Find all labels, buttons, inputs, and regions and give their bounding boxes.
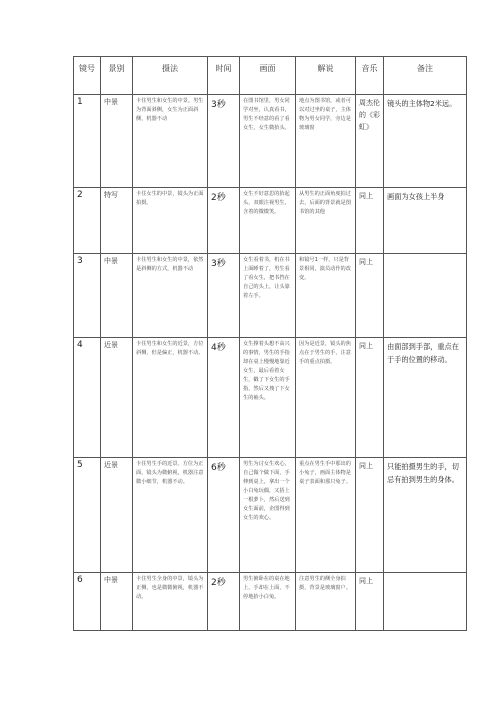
cell-camera: 卡住男生和女生的近景，方位斜侧，但是偏正，机器不动。 — [133, 338, 208, 458]
cell-shot-size: 特写 — [101, 188, 133, 254]
header-time: 时间 — [208, 57, 240, 95]
table-row — [74, 254, 467, 338]
header-music: 音乐 — [356, 57, 384, 95]
cell-picture: 男生俯卧在的桌在地上，手却在上面，不停地抬小白兔。 — [240, 573, 296, 631]
cell-shot-size: 近景 — [101, 338, 133, 458]
table-row — [74, 458, 467, 573]
header-narration: 解说 — [296, 57, 356, 95]
cell-shot-number: 4 — [74, 338, 101, 458]
cell-notes: 只能拍摄男生的手，切忌有拍到男生的身体。 — [384, 458, 467, 573]
cell-shot-size: 中景 — [101, 95, 133, 188]
cell-time: 2秒 — [208, 573, 240, 631]
cell-notes: 由面部到手部，重点在于手的位置的移动。 — [384, 338, 467, 458]
cell-shot-size: 中景 — [101, 573, 133, 631]
cell-shot-number: 2 — [74, 188, 101, 254]
cell-narration: 重点在男生手中那出的小兔子，画面主体物是桌子表面和那只兔子。 — [296, 458, 356, 573]
cell-music: 同上 — [356, 458, 384, 573]
header-camera: 摄法 — [133, 57, 208, 95]
cell-notes — [384, 254, 467, 338]
table-row — [74, 95, 467, 188]
cell-music: 同上 — [356, 188, 384, 254]
cell-music: 周杰伦的《彩虹》 — [356, 95, 384, 188]
cell-time: 4秒 — [208, 338, 240, 458]
cell-narration: 从男生的正面角度拍过去，后面的背景就是图书馆的其他 — [296, 188, 356, 254]
cell-picture: 在图书馆里，男女同学对坐，认真看书，男生不经意的看了看女生，女生微抬头。 — [240, 95, 296, 188]
table-row — [74, 188, 467, 254]
cell-shot-size: 近景 — [101, 458, 133, 573]
table-row — [74, 338, 467, 458]
cell-time: 3秒 — [208, 95, 240, 188]
cell-camera: 卡住男生全身的中景，镜头为正侧，也是微微俯视，机器不动。 — [133, 573, 208, 631]
cell-notes — [384, 573, 467, 631]
cell-music: 同上 — [356, 254, 384, 338]
cell-narration: 地点为图书馆，或者可以对过坐的桌子，主体物为男女同学，旁边是玻璃窗 — [296, 95, 356, 188]
cell-shot-number: 5 — [74, 458, 101, 573]
cell-shot-size: 中景 — [101, 254, 133, 338]
cell-picture: 女生撑着头想不高兴的事情，男生的手指却在桌上慢慢地靠近女生，最后看着女生，戳了下女生的手指，然后又拽了下女生的袖头。 — [240, 338, 296, 458]
cell-time: 6秒 — [208, 458, 240, 573]
cell-camera: 卡住女生的中景，镜头为正面拍摄。 — [133, 188, 208, 254]
cell-shot-number: 1 — [74, 95, 101, 188]
cell-music: 同上 — [356, 338, 384, 458]
storyboard-table — [73, 56, 467, 631]
cell-shot-number: 6 — [74, 573, 101, 631]
cell-picture: 男生为讨女生欢心，自己做个做下面，手伸到桌上，拿出一个小白兔玩偶，又捂上一根萝卜，然后送到女生面前，企图得到女生的欢心。 — [240, 458, 296, 573]
cell-picture: 女生不好意思的抬起头，双眼注视男生，含着的微微笑。 — [240, 188, 296, 254]
header-shot-number: 镜号 — [74, 57, 101, 95]
cell-narration: 和镜号1一样，只是背景相同，演员动作的改变。 — [296, 254, 356, 338]
cell-narration: 注意男生的侧全身拍摄，背景是玻璃窗户。 — [296, 573, 356, 631]
header-notes: 备注 — [384, 57, 467, 95]
table-header-row — [74, 57, 467, 95]
cell-narration: 因为是近景，镜头的焦点在于男生的手，注意手的重点拍摄。 — [296, 338, 356, 458]
cell-notes: 镜头的主体物2米远。 — [384, 95, 467, 188]
cell-music: 同上 — [356, 573, 384, 631]
cell-notes: 画面为女孩上半身 — [384, 188, 467, 254]
cell-time: 3秒 — [208, 254, 240, 338]
cell-camera: 卡住男生和女生的中景，依然是斜侧的方式，机器不动 — [133, 254, 208, 338]
cell-camera: 卡住男生和女生的中景。男生为背面斜侧，女生为正面斜侧，机器不动 — [133, 95, 208, 188]
cell-picture: 女生看着书，机在书上面睡着了，男生看了看女生，把书挡在自己的头上，让头靠着左手。 — [240, 254, 296, 338]
cell-time: 2秒 — [208, 188, 240, 254]
header-picture: 画面 — [240, 57, 296, 95]
cell-camera: 卡住男生手的近景。方位为正面，镜头为微俯视，机器注意微小细节，机器不动。 — [133, 458, 208, 573]
table-row — [74, 573, 467, 631]
header-shot-size: 景别 — [101, 57, 133, 95]
cell-shot-number: 3 — [74, 254, 101, 338]
